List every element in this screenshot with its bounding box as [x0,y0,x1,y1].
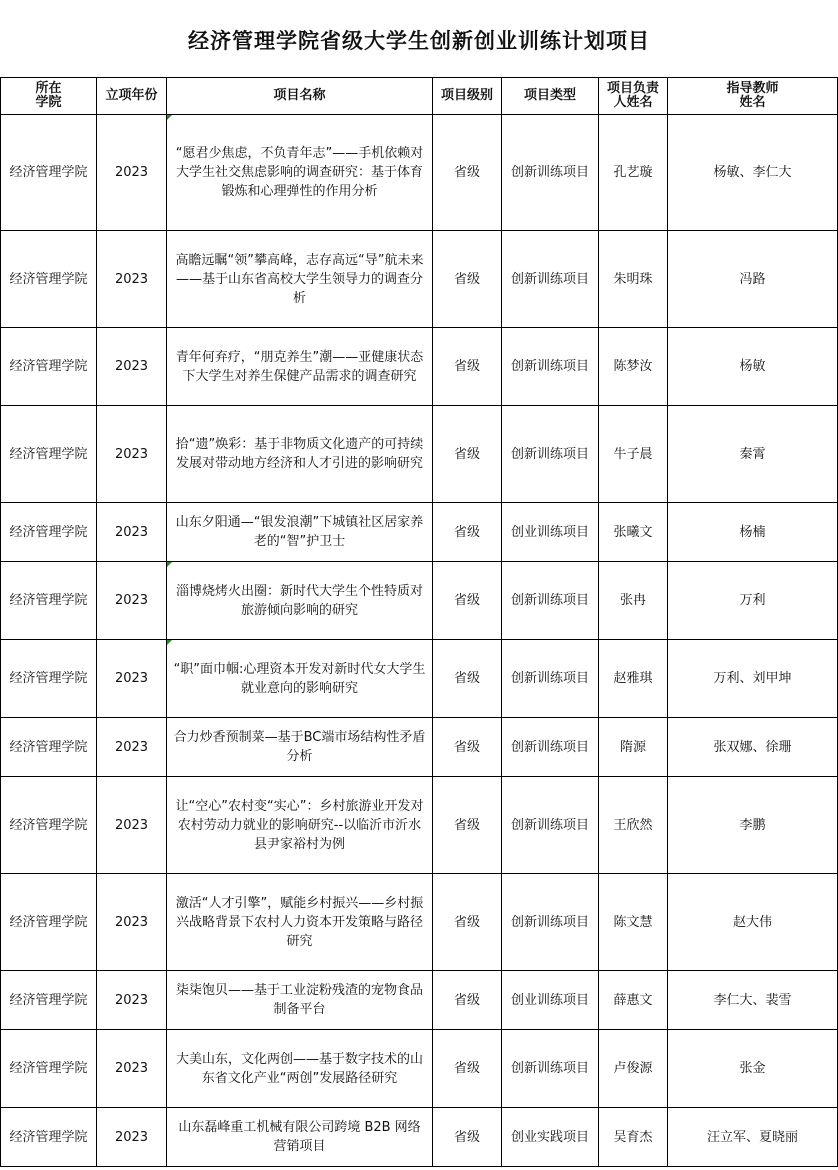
page-title: 经济管理学院省级大学生创新创业训练计划项目 [188,29,650,53]
level-cell: 省级 [433,562,502,640]
header-leader: 项目负责 人姓名 [599,78,668,115]
level-cell: 省级 [433,971,502,1030]
advisor-cell: 汪立军、夏晓丽 [668,1108,838,1167]
level-cell: 省级 [433,640,502,718]
header-advisor: 指导教师 姓名 [668,78,838,115]
year-cell: 2023 [97,1108,167,1167]
header-college: 所在 学院 [1,78,97,115]
type-cell: 创新训练项目 [502,1030,599,1108]
level-cell: 省级 [433,231,502,328]
college-cell: 经济管理学院 [1,115,97,231]
advisor-cell: 万利 [668,562,838,640]
type-cell: 创新训练项目 [502,718,599,777]
header-row [1,78,838,115]
type-cell: 创业训练项目 [502,971,599,1030]
level-cell: 省级 [433,777,502,874]
table-row [1,562,838,640]
leader-cell: 张曦文 [599,503,668,562]
year-cell: 2023 [97,1030,167,1108]
leader-cell: 王欣然 [599,777,668,874]
level-cell: 省级 [433,1030,502,1108]
college-cell: 经济管理学院 [1,406,97,503]
comment-marker-icon [167,115,172,120]
year-cell: 2023 [97,406,167,503]
project-name-cell: 青年何弃疗，“朋克养生”潮——亚健康状态下大学生对养生保健产品需求的调查研究 [167,328,433,406]
table-row [1,115,838,231]
year-cell: 2023 [97,874,167,971]
year-cell: 2023 [97,328,167,406]
advisor-cell: 杨敏 [668,328,838,406]
type-cell: 创新训练项目 [502,562,599,640]
year-cell: 2023 [97,777,167,874]
table-row [1,1030,838,1108]
level-cell: 省级 [433,328,502,406]
projects-table [0,77,838,1167]
leader-cell: 张冉 [599,562,668,640]
type-cell: 创业训练项目 [502,503,599,562]
type-cell: 创新训练项目 [502,777,599,874]
advisor-cell: 秦霄 [668,406,838,503]
table-row [1,874,838,971]
level-cell: 省级 [433,115,502,231]
level-cell: 省级 [433,503,502,562]
comment-marker-icon [167,640,172,645]
level-cell: 省级 [433,1108,502,1167]
college-cell: 经济管理学院 [1,328,97,406]
advisor-cell: 张双娜、徐珊 [668,718,838,777]
year-cell: 2023 [97,718,167,777]
leader-cell: 隋源 [599,718,668,777]
project-name-cell: 山东夕阳通—“银发浪潮”下城镇社区居家养老的“智”护卫士 [167,503,433,562]
project-name-cell: “职”面巾帼:心理资本开发对新时代女大学生就业意向的影响研究 [167,640,433,718]
level-cell: 省级 [433,874,502,971]
project-name-cell: 大美山东，文化两创——基于数字技术的山东省文化产业“两创”发展路径研究 [167,1030,433,1108]
level-cell: 省级 [433,406,502,503]
year-cell: 2023 [97,231,167,328]
table-row [1,406,838,503]
leader-cell: 吴育杰 [599,1108,668,1167]
leader-cell: 陈梦汝 [599,328,668,406]
project-name-cell: 合力炒香预制菜—基于BC端市场结构性矛盾分析 [167,718,433,777]
type-cell: 创新训练项目 [502,640,599,718]
advisor-cell: 杨敏、李仁大 [668,115,838,231]
header-type: 项目类型 [502,78,599,115]
college-cell: 经济管理学院 [1,718,97,777]
college-cell: 经济管理学院 [1,1030,97,1108]
type-cell: 创新训练项目 [502,231,599,328]
college-cell: 经济管理学院 [1,503,97,562]
year-cell: 2023 [97,971,167,1030]
leader-cell: 陈文慧 [599,874,668,971]
table-row [1,718,838,777]
college-cell: 经济管理学院 [1,1108,97,1167]
header-project-name: 项目名称 [167,78,433,115]
header-year: 立项年份 [97,78,167,115]
year-cell: 2023 [97,640,167,718]
leader-cell: 赵雅琪 [599,640,668,718]
college-cell: 经济管理学院 [1,640,97,718]
project-name-cell: 拾“遗”焕彩：基于非物质文化遗产的可持续发展对带动地方经济和人才引进的影响研究 [167,406,433,503]
project-name-cell: 激活“人才引擎”，赋能乡村振兴——乡村振兴战略背景下农村人力资本开发策略与路径研究 [167,874,433,971]
project-name-cell: 淄博烧烤火出圈：新时代大学生个性特质对旅游倾向影响的研究 [167,562,433,640]
advisor-cell: 赵大伟 [668,874,838,971]
table-row [1,777,838,874]
leader-cell: 卢俊源 [599,1030,668,1108]
advisor-cell: 万利、刘甲坤 [668,640,838,718]
table-row [1,503,838,562]
advisor-cell: 冯路 [668,231,838,328]
college-cell: 经济管理学院 [1,874,97,971]
leader-cell: 薛惠文 [599,971,668,1030]
advisor-cell: 李鹏 [668,777,838,874]
table-row [1,231,838,328]
project-name-cell: 山东磊峰重工机械有限公司跨境 B2B 网络营销项目 [167,1108,433,1167]
project-name-cell: 高瞻远瞩“领”攀高峰，志存高远“导”航未来——基于山东省高校大学生领导力的调查分析 [167,231,433,328]
advisor-cell: 张金 [668,1030,838,1108]
comment-marker-icon [167,562,172,567]
project-name-cell: 柒柒饱贝——基于工业淀粉残渣的宠物食品制备平台 [167,971,433,1030]
year-cell: 2023 [97,503,167,562]
table-row [1,328,838,406]
advisor-cell: 杨楠 [668,503,838,562]
type-cell: 创新训练项目 [502,115,599,231]
college-cell: 经济管理学院 [1,971,97,1030]
type-cell: 创业实践项目 [502,1108,599,1167]
leader-cell: 朱明珠 [599,231,668,328]
type-cell: 创新训练项目 [502,874,599,971]
table-row [1,971,838,1030]
type-cell: 创新训练项目 [502,406,599,503]
leader-cell: 牛子晨 [599,406,668,503]
level-cell: 省级 [433,718,502,777]
year-cell: 2023 [97,562,167,640]
table-row [1,640,838,718]
college-cell: 经济管理学院 [1,777,97,874]
college-cell: 经济管理学院 [1,231,97,328]
leader-cell: 孔艺璇 [599,115,668,231]
table-row [1,1108,838,1167]
year-cell: 2023 [97,115,167,231]
type-cell: 创新训练项目 [502,328,599,406]
college-cell: 经济管理学院 [1,562,97,640]
project-name-cell: “愿君少焦虑，不负青年志”——手机依赖对大学生社交焦虑影响的调查研究：基于体育锻炼和心理弹性的作用分析 [167,115,433,231]
header-level: 项目级别 [433,78,502,115]
advisor-cell: 李仁大、裴雪 [668,971,838,1030]
project-name-cell: 让“空心”农村变“实心”：乡村旅游业开发对农村劳动力就业的影响研究--以临沂市沂水县尹家裕村为例 [167,777,433,874]
